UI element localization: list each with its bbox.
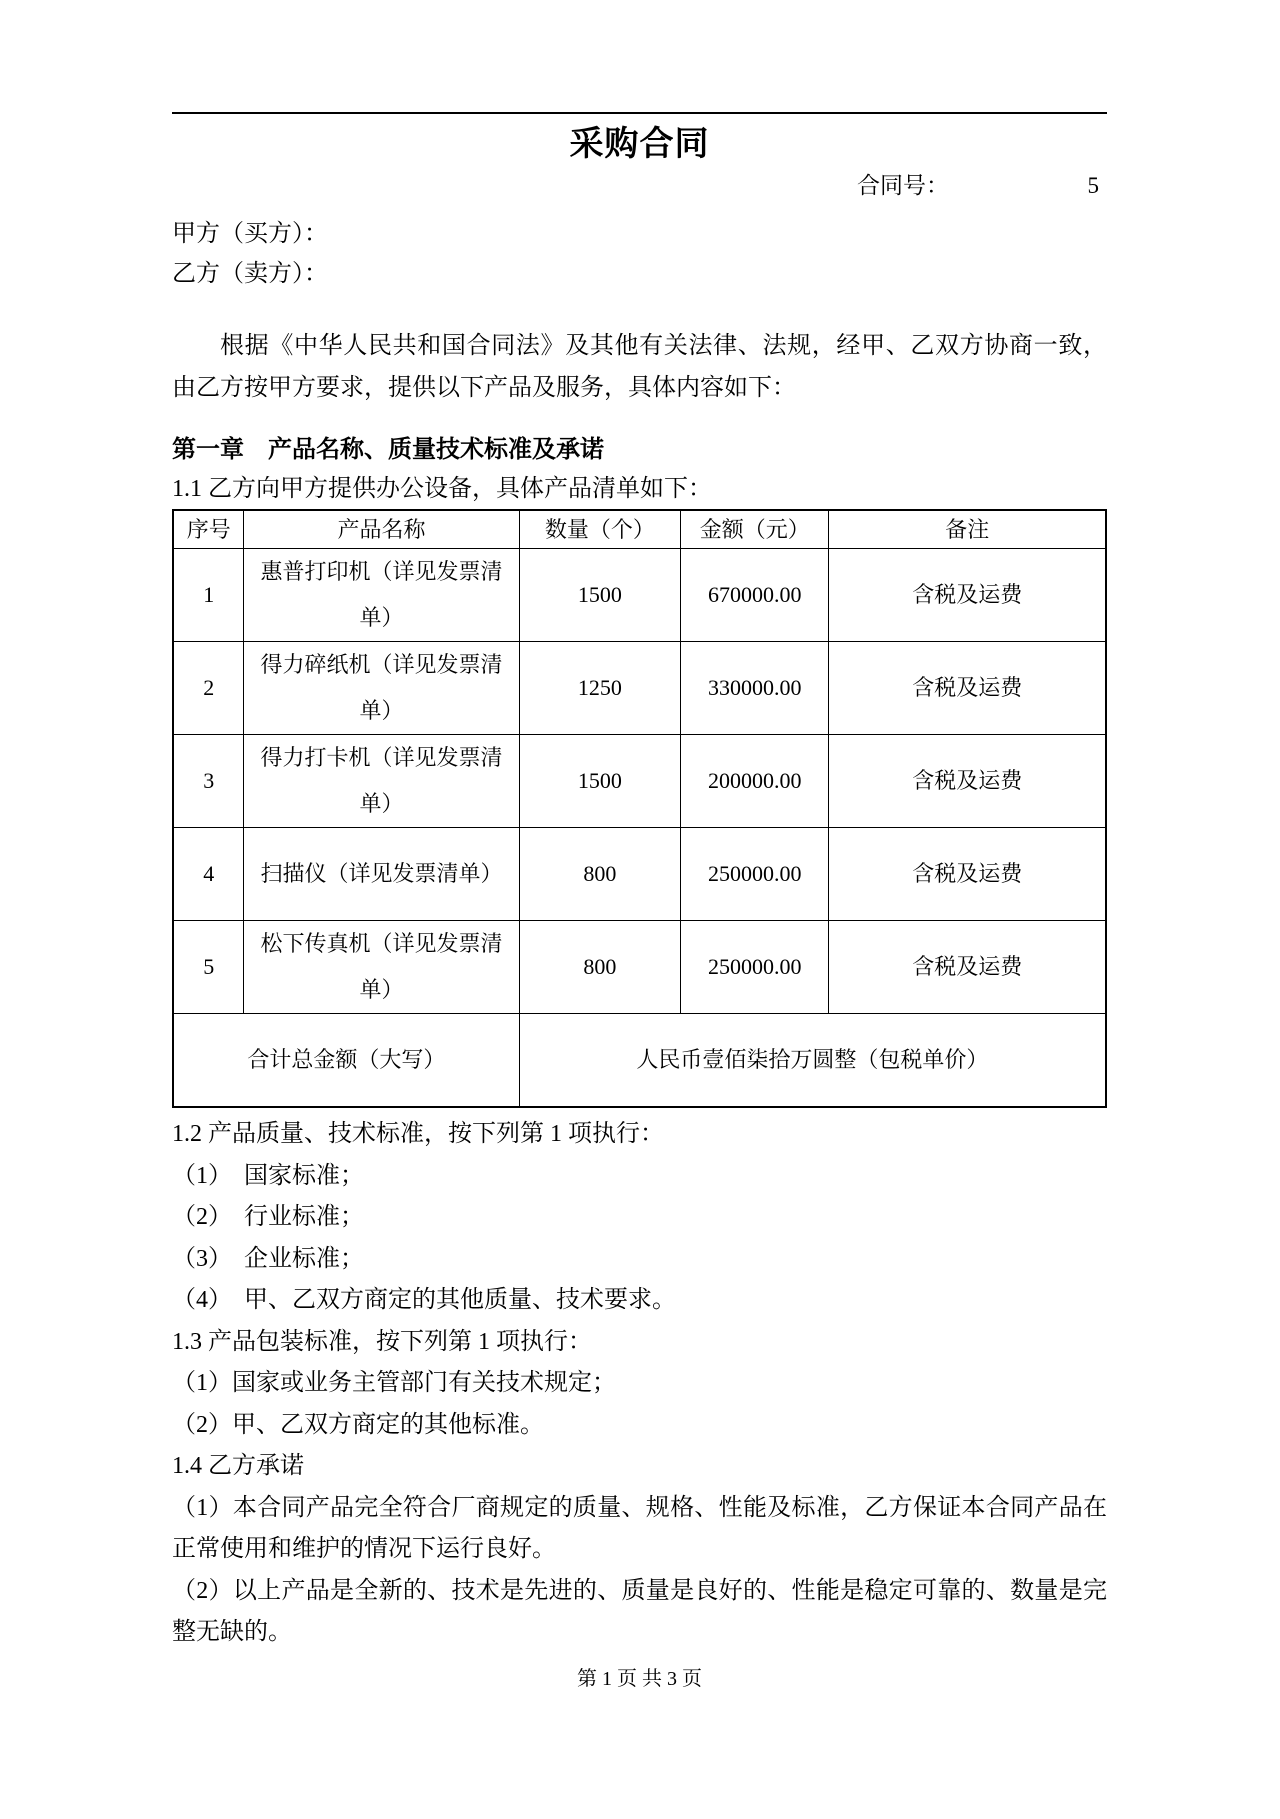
cell-note: 含税及运费 — [829, 921, 1106, 1014]
clause-1-3-item-1: （1）国家或业务主管部门有关技术规定； — [172, 1370, 616, 1396]
col-header-product-name: 产品名称 — [244, 510, 519, 549]
table-row — [173, 921, 1106, 1014]
cell-amount: 330000.00 — [681, 642, 829, 735]
table-row — [173, 642, 1106, 735]
cell-no: 4 — [173, 828, 244, 921]
document-title: 采购合同 — [569, 126, 710, 163]
cell-no: 3 — [173, 735, 244, 828]
cell-product-name: 惠普打印机（详见发票清单） — [244, 549, 519, 642]
cell-quantity: 1500 — [519, 735, 680, 828]
total-value-cell: 人民币壹佰柒拾万圆整（包税单价） — [519, 1014, 1106, 1108]
table-total-row — [173, 1014, 1106, 1108]
page-number: 第 1 页 共 3 页 — [577, 1667, 702, 1690]
cell-note: 含税及运费 — [829, 828, 1106, 921]
contract-number-row — [172, 170, 1107, 202]
cell-product-name: 得力打卡机（详见发票清单） — [244, 735, 519, 828]
cell-product-name: 松下传真机（详见发票清单） — [244, 921, 519, 1014]
cell-note: 含税及运费 — [829, 549, 1106, 642]
col-header-quantity: 数量（个） — [519, 510, 680, 549]
cell-quantity: 1250 — [519, 642, 680, 735]
header-rule — [172, 112, 1107, 114]
cell-note: 含税及运费 — [829, 735, 1106, 828]
cell-note: 含税及运费 — [829, 642, 1106, 735]
table-row — [173, 828, 1106, 921]
contract-number-value: 5 — [1087, 173, 1099, 198]
clause-1-4-item-2: （2）以上产品是全新的、技术是先进的、质量是良好的、性能是稳定可靠的、数量是完整无缺的。 — [172, 1577, 1107, 1645]
section-1-1-line: 1.1 乙方向甲方提供办公设备，具体产品清单如下： — [172, 476, 712, 502]
clause-1-4-item-1: （1）本合同产品完全符合厂商规定的质量、规格、性能及标准，乙方保证本合同产品在正常使用和维护的情况下运行良好。 — [172, 1494, 1107, 1562]
party-b-line: 乙方（卖方）： — [172, 261, 328, 287]
cell-no: 5 — [173, 921, 244, 1014]
clause-1-3: 1.3 产品包装标准，按下列第 1 项执行： — [172, 1328, 592, 1355]
cell-no: 1 — [173, 549, 244, 642]
cell-no: 2 — [173, 642, 244, 735]
cell-amount: 250000.00 — [681, 921, 829, 1014]
clause-1-3-item-2: （2）甲、乙双方商定的其他标准。 — [172, 1411, 544, 1438]
table-header-row — [173, 510, 1106, 549]
clause-1-2: 1.2 产品质量、技术标准，按下列第 1 项执行： — [172, 1121, 664, 1147]
products-table — [172, 509, 1107, 1108]
col-header-amount: 金额（元） — [681, 510, 829, 549]
intro-paragraph: 根据《中华人民共和国合同法》及其他有关法律、法规，经甲、乙双方协商一致，由乙方按甲方要求，提供以下产品及服务，具体内容如下： — [172, 333, 1107, 401]
cell-amount: 670000.00 — [681, 549, 829, 642]
contract-number-label: 合同号： — [857, 173, 949, 198]
col-header-no: 序号 — [173, 510, 244, 549]
cell-product-name: 得力碎纸机（详见发票清单） — [244, 642, 519, 735]
clause-1-2-item-2: （2） 行业标准； — [172, 1204, 364, 1230]
cell-amount: 250000.00 — [681, 828, 829, 921]
cell-product-name: 扫描仪（详见发票清单） — [244, 828, 519, 921]
clause-1-4: 1.4 乙方承诺 — [172, 1453, 304, 1479]
total-label-cell: 合计总金额（大写） — [173, 1014, 519, 1108]
col-header-note: 备注 — [829, 510, 1106, 549]
clause-1-2-item-3: （3） 企业标准； — [172, 1245, 364, 1272]
table-row — [173, 549, 1106, 642]
party-a-line: 甲方（买方）： — [172, 221, 328, 247]
cell-amount: 200000.00 — [681, 735, 829, 828]
cell-quantity: 1500 — [519, 549, 680, 642]
chapter-heading: 第一章 产品名称、质量技术标准及承诺 — [172, 437, 604, 463]
clause-1-2-item-1: （1） 国家标准； — [172, 1162, 364, 1189]
table-row — [173, 735, 1106, 828]
cell-quantity: 800 — [519, 828, 680, 921]
contract-page — [0, 112, 1280, 1819]
clause-1-2-item-4: （4） 甲、乙双方商定的其他质量、技术要求。 — [172, 1287, 676, 1313]
cell-quantity: 800 — [519, 921, 680, 1014]
